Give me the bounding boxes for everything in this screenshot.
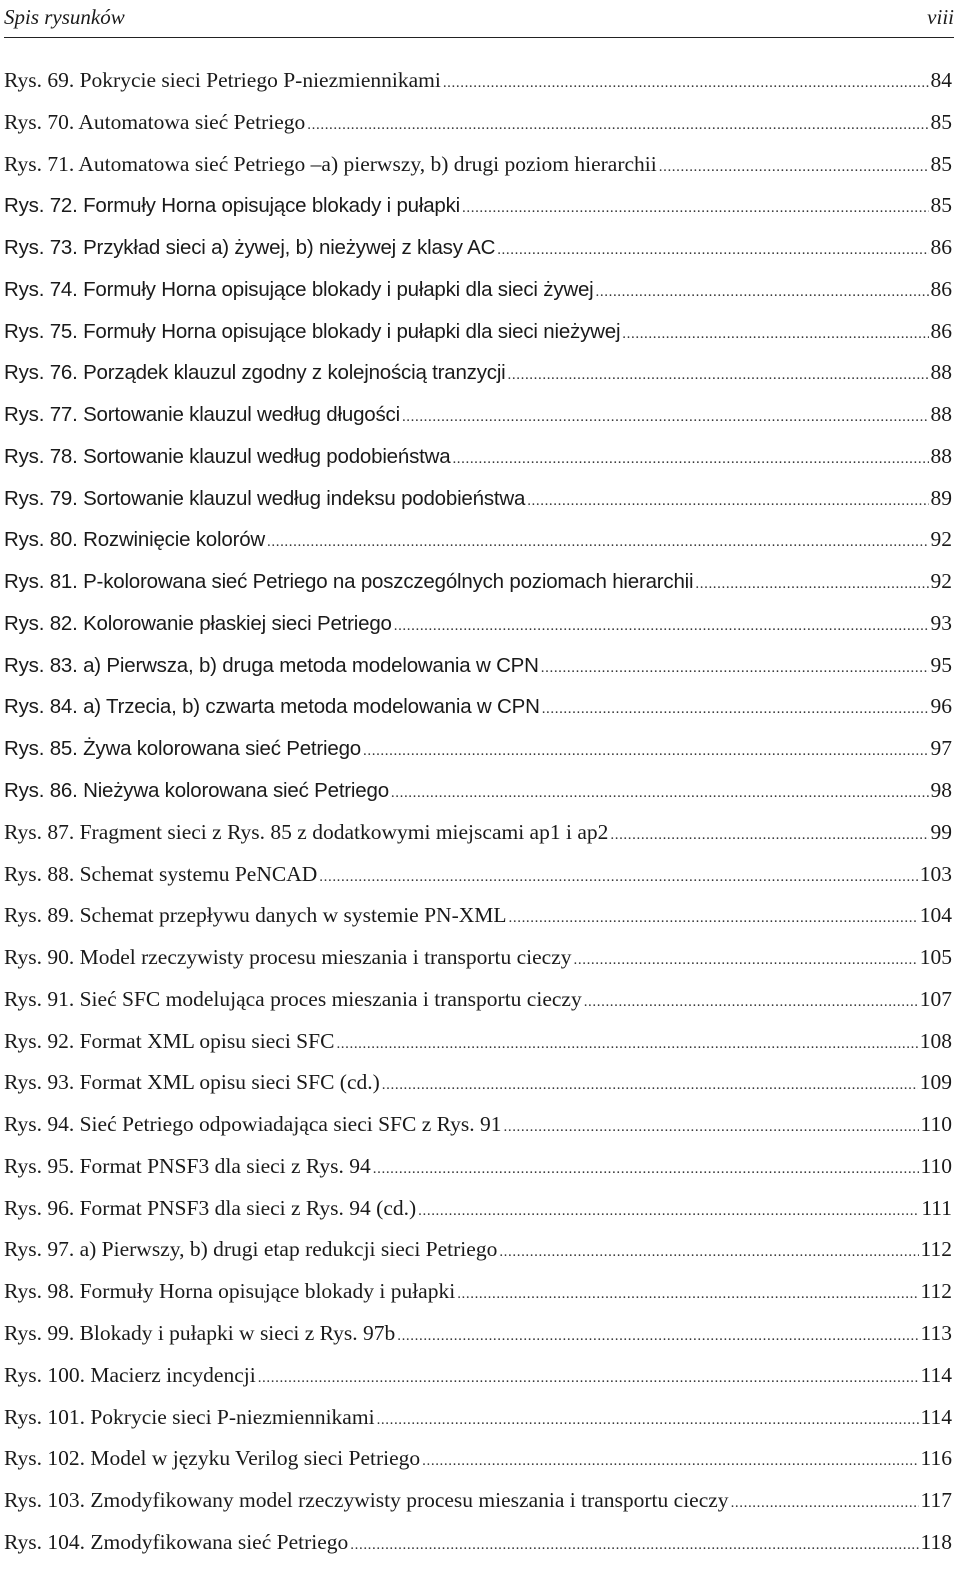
dot-leader	[457, 1286, 918, 1303]
toc-entry[interactable]	[4, 235, 952, 277]
toc-entry[interactable]	[4, 1363, 952, 1405]
toc-entry-label: Rys. 92. Format XML opisu sieci SFC	[4, 1028, 335, 1053]
toc-entry-label: Rys. 96. Format PNSF3 dla sieci z Rys. 94 (cd.)	[4, 1195, 417, 1220]
toc-entry[interactable]	[4, 1154, 952, 1196]
toc-entry-page: 105	[919, 945, 952, 970]
dot-leader	[373, 1161, 919, 1178]
dot-leader	[659, 159, 929, 176]
running-header	[4, 0, 954, 34]
toc-entry-label: Rys. 101. Pokrycie sieci P-niezmiennikami	[4, 1404, 375, 1429]
dot-leader	[499, 1244, 918, 1261]
toc-entry[interactable]	[4, 486, 952, 528]
toc-entry[interactable]	[4, 569, 952, 611]
dot-leader	[397, 1328, 918, 1345]
toc-entry-page: 86	[930, 276, 952, 301]
toc-entry[interactable]	[4, 444, 952, 486]
toc-entry[interactable]	[4, 402, 952, 444]
list-of-figures	[4, 68, 952, 1572]
toc-entry[interactable]	[4, 277, 952, 319]
toc-entry-page: 85	[930, 109, 952, 134]
toc-entry-label: Rys. 69. Pokrycie sieci Petriego P-niezmiennikami	[4, 68, 441, 92]
dot-leader	[584, 994, 918, 1011]
toc-entry-page: 99	[930, 819, 952, 844]
toc-entry-label: Rys. 78. Sortowanie klauzul według podobieństwa	[4, 444, 451, 468]
toc-entry-page: 88	[930, 402, 952, 427]
toc-entry-label: Rys. 94. Sieć Petriego odpowiadająca sieci SFC z Rys. 91	[4, 1112, 502, 1137]
dot-leader	[394, 618, 929, 635]
toc-entry[interactable]	[4, 945, 952, 987]
dot-leader	[527, 493, 928, 510]
toc-entry[interactable]	[4, 778, 952, 820]
toc-entry-label: Rys. 87. Fragment sieci z Rys. 85 z dodatkowymi miejscami ap1 i ap2	[4, 819, 609, 844]
dot-leader	[307, 117, 928, 134]
toc-entry-label: Rys. 91. Sieć SFC modelująca proces mieszania i transportu cieczy	[4, 986, 582, 1011]
dot-leader	[267, 534, 928, 551]
header-title: Spis rysunków	[4, 4, 125, 29]
toc-entry[interactable]	[4, 1237, 952, 1279]
toc-entry[interactable]	[4, 1446, 952, 1488]
dot-leader	[541, 660, 929, 677]
toc-entry[interactable]	[4, 527, 952, 569]
toc-entry-page: 86	[930, 235, 952, 260]
toc-entry[interactable]	[4, 1029, 952, 1071]
dot-leader	[509, 910, 918, 927]
toc-entry-page: 85	[930, 151, 952, 176]
dot-leader	[610, 827, 928, 844]
dot-leader	[391, 785, 929, 802]
dot-leader	[695, 576, 928, 593]
toc-entry-page: 98	[930, 778, 952, 803]
dot-leader	[574, 952, 918, 969]
toc-entry[interactable]	[4, 694, 952, 736]
dot-leader	[508, 367, 929, 384]
toc-entry-page: 118	[920, 1529, 952, 1554]
dot-leader	[377, 1412, 919, 1429]
toc-entry-label: Rys. 100. Macierz incydencji	[4, 1362, 256, 1387]
toc-entry-page: 112	[920, 1237, 952, 1262]
toc-entry-page: 95	[930, 652, 952, 677]
toc-entry-label: Rys. 86. Nieżywa kolorowana sieć Petriego	[4, 779, 389, 803]
toc-entry-label: Rys. 104. Zmodyfikowana sieć Petriego	[4, 1529, 349, 1554]
toc-entry[interactable]	[4, 611, 952, 653]
toc-entry-page: 109	[919, 1070, 952, 1095]
toc-entry[interactable]	[4, 1112, 952, 1154]
toc-entry-page: 117	[920, 1488, 952, 1513]
toc-entry[interactable]	[4, 653, 952, 695]
dot-leader	[363, 743, 928, 760]
toc-entry-page: 92	[930, 527, 952, 552]
header-page-number: viii	[927, 4, 954, 29]
toc-entry-label: Rys. 88. Schemat systemu PeNCAD	[4, 861, 318, 886]
toc-entry-page: 89	[930, 485, 952, 510]
dot-leader	[504, 1119, 919, 1136]
toc-entry-page: 88	[930, 360, 952, 385]
toc-entry[interactable]	[4, 68, 952, 110]
toc-entry-label: Rys. 93. Format XML opisu sieci SFC (cd.)	[4, 1070, 380, 1095]
dot-leader	[497, 242, 928, 259]
toc-entry-label: Rys. 71. Automatowa sieć Petriego –a) pierwszy, b) drugi poziom hierarchii	[4, 151, 657, 176]
toc-entry-label: Rys. 97. a) Pierwszy, b) drugi etap redukcji sieci Petriego	[4, 1237, 498, 1262]
toc-entry[interactable]	[4, 1405, 952, 1447]
dot-leader	[462, 200, 928, 217]
toc-entry-page: 97	[930, 736, 952, 761]
toc-entry-label: Rys. 76. Porządek klauzul zgodny z kolejnością tranzycji	[4, 361, 506, 385]
toc-entry-page: 104	[919, 903, 952, 928]
toc-entry[interactable]	[4, 987, 952, 1029]
toc-entry[interactable]	[4, 1321, 952, 1363]
dot-leader	[418, 1203, 919, 1220]
toc-entry-label: Rys. 73. Przykład sieci a) żywej, b) nieżywej z klasy AC	[4, 236, 496, 260]
toc-entry[interactable]	[4, 1279, 952, 1321]
toc-entry-label: Rys. 98. Formuły Horna opisujące blokady i pułapki	[4, 1279, 456, 1304]
toc-entry[interactable]	[4, 903, 952, 945]
toc-entry-label: Rys. 74. Formuły Horna opisujące blokady i pułapki dla sieci żywej	[4, 277, 594, 301]
dot-leader	[382, 1077, 918, 1094]
toc-entry-page: 84	[930, 68, 952, 92]
dot-leader	[350, 1537, 918, 1554]
dot-leader	[452, 451, 928, 468]
toc-entry-page: 96	[930, 694, 952, 719]
toc-entry-label: Rys. 80. Rozwinięcie kolorów	[4, 528, 266, 552]
dot-leader	[542, 701, 929, 718]
dot-leader	[319, 869, 917, 886]
header-rule	[4, 37, 954, 38]
toc-entry-label: Rys. 103. Zmodyfikowany model rzeczywisty procesu mieszania i transportu cieczy	[4, 1488, 729, 1513]
toc-entry-label: Rys. 70. Automatowa sieć Petriego	[4, 109, 306, 134]
dot-leader	[443, 75, 929, 92]
toc-entry[interactable]	[4, 820, 952, 862]
toc-entry-label: Rys. 79. Sortowanie klauzul według indeksu podobieństwa	[4, 486, 526, 510]
toc-entry-page: 114	[920, 1404, 952, 1429]
toc-entry-page: 116	[920, 1446, 952, 1471]
toc-entry-page: 114	[920, 1362, 952, 1387]
toc-entry-page: 93	[930, 610, 952, 635]
toc-entry-label: Rys. 84. a) Trzecia, b) czwarta metoda modelowania w CPN	[4, 695, 540, 719]
toc-entry-page: 110	[920, 1112, 952, 1137]
toc-entry-label: Rys. 90. Model rzeczywisty procesu mieszania i transportu cieczy	[4, 945, 572, 970]
dot-leader	[596, 284, 929, 301]
toc-entry-label: Rys. 102. Model w języku Verilog sieci Petriego	[4, 1446, 421, 1471]
toc-entry[interactable]	[4, 152, 952, 194]
toc-entry[interactable]	[4, 1070, 952, 1112]
toc-entry-label: Rys. 81. P-kolorowana sieć Petriego na poszczególnych poziomach hierarchii	[4, 570, 694, 594]
toc-entry[interactable]	[4, 110, 952, 152]
toc-entry-page: 86	[930, 318, 952, 343]
toc-entry-label: Rys. 75. Formuły Horna opisujące blokady i pułapki dla sieci nieżywej	[4, 319, 621, 343]
toc-entry[interactable]	[4, 193, 952, 235]
dot-leader	[731, 1495, 919, 1512]
toc-entry[interactable]	[4, 1530, 952, 1572]
toc-entry-page: 110	[920, 1153, 952, 1178]
toc-entry[interactable]	[4, 1488, 952, 1530]
toc-entry-label: Rys. 82. Kolorowanie płaskiej sieci Petriego	[4, 611, 392, 635]
toc-entry-label: Rys. 89. Schemat przepływu danych w systemie PN-XML	[4, 903, 507, 928]
dot-leader	[422, 1453, 918, 1470]
dot-leader	[336, 1036, 917, 1053]
toc-entry-page: 111	[921, 1195, 952, 1220]
toc-entry-page: 113	[920, 1320, 952, 1345]
dot-leader	[402, 409, 929, 426]
dot-leader	[258, 1370, 919, 1387]
toc-entry-label: Rys. 77. Sortowanie klauzul według długości	[4, 403, 400, 427]
toc-entry[interactable]	[4, 1196, 952, 1238]
toc-entry-page: 92	[930, 569, 952, 594]
toc-entry[interactable]	[4, 862, 952, 904]
toc-entry-label: Rys. 83. a) Pierwsza, b) druga metoda modelowania w CPN	[4, 653, 539, 677]
toc-entry-label: Rys. 99. Blokady i pułapki w sieci z Rys. 97b	[4, 1320, 396, 1345]
toc-entry-label: Rys. 72. Formuły Horna opisujące blokady i pułapki	[4, 194, 461, 218]
toc-entry[interactable]	[4, 319, 952, 361]
toc-entry[interactable]	[4, 360, 952, 402]
toc-entry-page: 88	[930, 443, 952, 468]
dot-leader	[622, 326, 928, 343]
toc-entry-label: Rys. 95. Format PNSF3 dla sieci z Rys. 94	[4, 1153, 371, 1178]
toc-entry-page: 85	[930, 193, 952, 218]
toc-entry-page: 112	[920, 1279, 952, 1304]
toc-entry-label: Rys. 85. Żywa kolorowana sieć Petriego	[4, 737, 362, 761]
toc-entry-page: 108	[919, 1028, 952, 1053]
toc-entry-page: 107	[919, 986, 952, 1011]
toc-entry-page: 103	[919, 861, 952, 886]
toc-entry[interactable]	[4, 736, 952, 778]
